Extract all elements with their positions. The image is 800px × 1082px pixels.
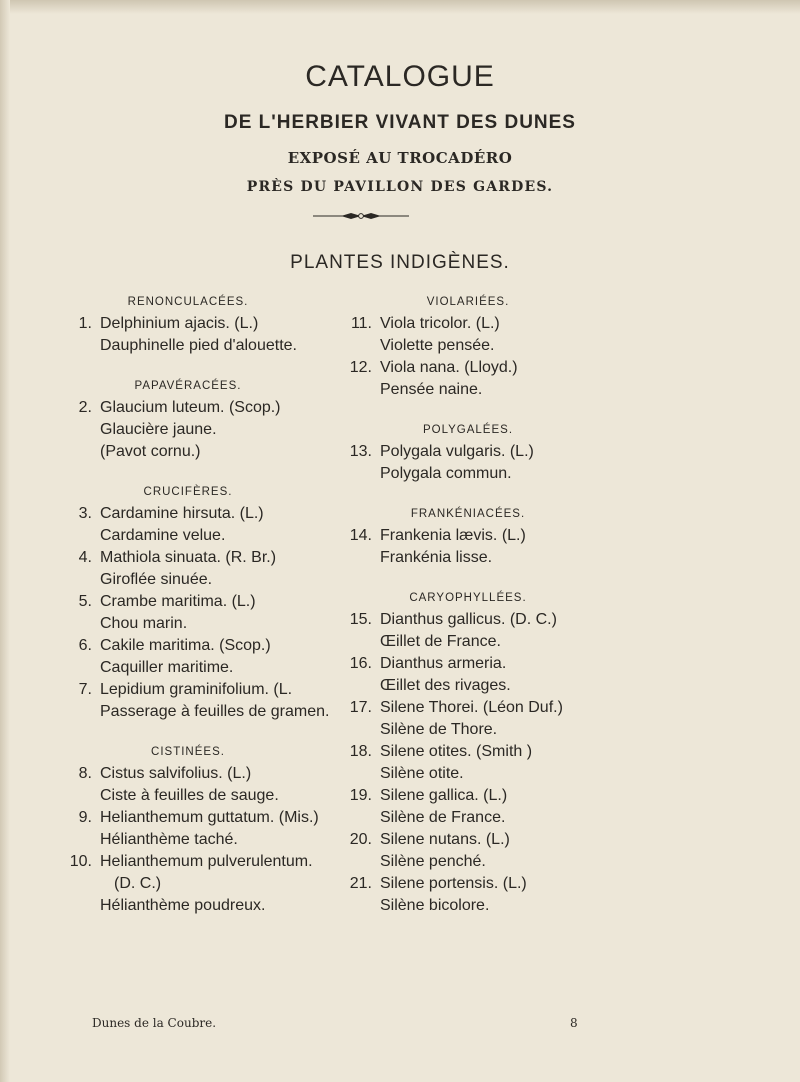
common-name: Silène de France. <box>380 809 506 826</box>
list-item <box>58 503 358 547</box>
right-column <box>338 289 638 917</box>
common-name: Glaucière jaune. <box>100 421 217 438</box>
entry-number: 3. <box>78 505 92 522</box>
latin-name: Lepidium graminifolium. (L. <box>100 681 293 698</box>
latin-name: Cardamine hirsuta. (L.) <box>100 505 264 522</box>
entry-number: 6. <box>78 637 92 654</box>
entry-number: 7. <box>78 681 92 698</box>
common-name: Cardamine velue. <box>100 527 226 544</box>
entry-number: 8. <box>78 765 92 782</box>
entry-number: 4. <box>78 549 92 566</box>
family-heading: CISTINÉES. <box>151 746 225 758</box>
common-name: Pensée naine. <box>380 381 483 398</box>
latin-name: Frankenia lævis. (L.) <box>380 527 526 544</box>
entry-number: 20. <box>349 831 372 848</box>
common-name: Dauphinelle pied d'alouette. <box>100 337 297 354</box>
list-item <box>338 525 638 569</box>
footer-caption: Dunes de la Coubre. <box>92 1016 217 1030</box>
list-item <box>58 313 358 357</box>
entry-number: 13. <box>349 443 372 460</box>
common-name: Passerage à feuilles de gramen. <box>100 703 330 720</box>
author-citation: (D. C.) <box>114 875 162 892</box>
list-item <box>58 851 358 917</box>
page-subtitle: DE L'HERBIER VIVANT DES DUNES <box>224 112 576 133</box>
page-edge-top <box>0 0 800 14</box>
common-name: Violette pensée. <box>380 337 495 354</box>
list-item <box>58 547 358 591</box>
common-name: Œillet des rivages. <box>380 677 511 694</box>
entry-number: 15. <box>349 611 372 628</box>
common-name: Ciste à feuilles de sauge. <box>100 787 279 804</box>
common-name: Hélianthème taché. <box>100 831 238 848</box>
list-item <box>338 609 638 653</box>
latin-name: Silene Thorei. (Léon Duf.) <box>380 699 563 716</box>
location-line: PRÈS DU PAVILLON DES GARDES. <box>246 179 554 195</box>
common-name: Caquiller maritime. <box>100 659 234 676</box>
entry-number: 5. <box>78 593 92 610</box>
entry-number: 12. <box>349 359 372 376</box>
list-item <box>58 635 358 679</box>
entry-number: 18. <box>349 743 372 760</box>
latin-name: Mathiola sinuata. (R. Br.) <box>100 549 277 566</box>
list-item <box>58 397 358 463</box>
common-name: Silène de Thore. <box>380 721 498 738</box>
list-item <box>338 653 638 697</box>
page-number: 8 <box>570 1016 578 1030</box>
entry-number: 19. <box>349 787 372 804</box>
latin-name: Cistus salvifolius. (L.) <box>100 765 252 782</box>
common-name: (Pavot cornu.) <box>100 443 201 460</box>
entry-number: 16. <box>349 655 372 672</box>
latin-name: Viola nana. (Lloyd.) <box>380 359 518 376</box>
latin-name: Silene nutans. (L.) <box>380 831 510 848</box>
entry-number: 9. <box>78 809 92 826</box>
common-name: Œillet de France. <box>380 633 501 650</box>
latin-name: Dianthus gallicus. (D. C.) <box>380 611 557 628</box>
common-name: Polygala commun. <box>380 465 512 482</box>
list-item <box>58 679 358 723</box>
common-name: Giroflée sinuée. <box>100 571 213 588</box>
entry-number: 10. <box>69 853 92 870</box>
section-heading: PLANTES INDIGÈNES. <box>290 252 510 273</box>
latin-name: Cakile maritima. (Scop.) <box>100 637 271 654</box>
common-name: Silène bicolore. <box>380 897 490 914</box>
list-item <box>338 697 638 741</box>
list-item <box>338 785 638 829</box>
latin-name: Helianthemum guttatum. (Mis.) <box>100 809 319 826</box>
entry-number: 11. <box>350 315 372 332</box>
family-heading: CRUCIFÈRES. <box>143 486 233 498</box>
latin-name: Silene portensis. (L.) <box>380 875 527 892</box>
entry-number: 17. <box>349 699 372 716</box>
family-heading: PAPAVÉRACÉES. <box>134 380 242 392</box>
latin-name: Viola tricolor. (L.) <box>380 315 500 332</box>
latin-name: Helianthemum pulverulentum. <box>100 853 313 870</box>
latin-name: Polygala vulgaris. (L.) <box>380 443 534 460</box>
latin-name: Crambe maritima. (L.) <box>100 593 256 610</box>
latin-name: Silene otites. (Smith ) <box>380 743 533 760</box>
family-heading: FRANKÉNIACÉES. <box>410 508 526 520</box>
list-item <box>338 441 638 485</box>
common-name: Silène penché. <box>380 853 486 870</box>
entry-number: 21. <box>349 875 372 892</box>
list-item <box>338 873 638 917</box>
common-name: Frankénia lisse. <box>380 549 493 566</box>
family-heading: CARYOPHYLLÉES. <box>409 592 527 604</box>
left-column <box>58 289 358 917</box>
latin-name: Glaucium luteum. (Scop.) <box>100 399 281 416</box>
list-item <box>338 357 638 401</box>
entry-number: 1. <box>78 315 92 332</box>
common-name: Hélianthème poudreux. <box>100 897 266 914</box>
latin-name: Delphinium ajacis. (L.) <box>100 315 259 332</box>
family-heading: RENONCULACÉES. <box>127 296 249 308</box>
page-title: CATALOGUE <box>305 60 495 93</box>
ornament-divider <box>313 210 409 222</box>
entry-number: 2. <box>78 399 92 416</box>
list-item <box>58 591 358 635</box>
list-item <box>338 829 638 873</box>
common-name: Chou marin. <box>100 615 188 632</box>
family-heading: VIOLARIÉES. <box>426 296 510 308</box>
family-heading: POLYGALÉES. <box>422 424 514 436</box>
list-item <box>58 807 358 851</box>
list-item <box>338 741 638 785</box>
exhibition-line: EXPOSÉ AU TROCADÉRO <box>287 149 513 167</box>
latin-name: Dianthus armeria. <box>380 655 507 672</box>
common-name: Silène otite. <box>380 765 464 782</box>
latin-name: Silene gallica. (L.) <box>380 787 508 804</box>
list-item <box>338 313 638 357</box>
entry-number: 14. <box>349 527 372 544</box>
list-item <box>58 763 358 807</box>
